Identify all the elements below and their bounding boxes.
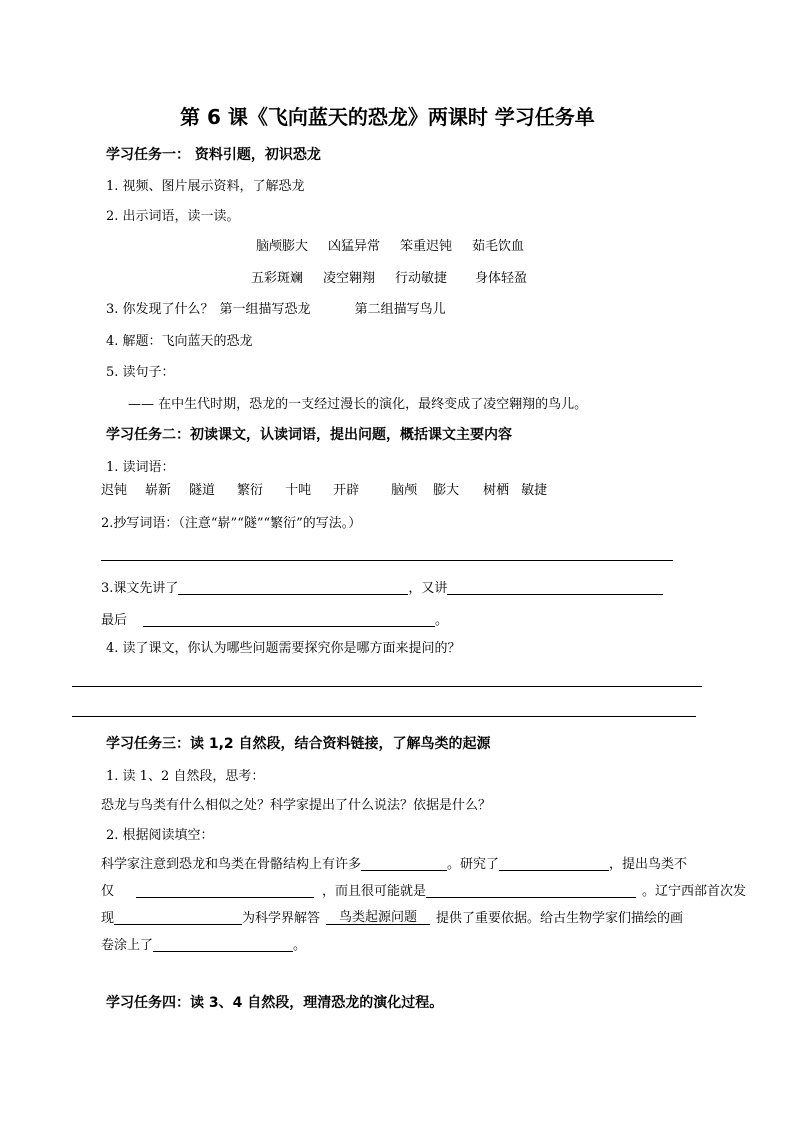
task3-fill-line4 (101, 937, 306, 952)
word-item: 脑颅 (391, 483, 418, 498)
task2-item3-line2 (101, 612, 448, 627)
item3-text-a: 3.课文先讲了 (101, 581, 179, 596)
fill-text: 提供了重要依据。给古生物学家们描绘的画 (436, 911, 684, 926)
fill-blank[interactable] (361, 856, 447, 871)
item3-end: 。 (435, 613, 449, 628)
page-title: 第 6 课《飞向蓝天的恐龙》两课时 学习任务单 (180, 105, 595, 129)
word-item: 凶猛异常 (328, 239, 381, 254)
task1-item4: 4. 解题：飞向蓝天的恐龙 (106, 334, 253, 349)
task1-item2: 2. 出示词语，读一读。 (106, 209, 240, 224)
task3-item2: 2. 根据阅读填空： (106, 828, 214, 843)
task1-heading: 学习任务一： 资料引题，初识恐龙 (106, 147, 321, 163)
fill-blank[interactable] (114, 910, 242, 925)
word-item: 身体轻盈 (475, 271, 528, 286)
fill-text: 。研究了 (447, 857, 500, 872)
fill-text: 为科学界解答 (242, 911, 321, 926)
task3-fill-line3 (101, 910, 683, 925)
task3-heading: 学习任务三：读 1,2 自然段，结合资料链接，了解鸟类的起源 (106, 736, 491, 752)
task2-words (101, 484, 547, 497)
fill-blank[interactable] (178, 580, 408, 595)
task2-heading: 学习任务二：初读课文，认读词语，提出问题，概括课文主要内容 (106, 427, 512, 443)
word-item: 膨大 (433, 483, 460, 498)
task2-item1: 1. 读词语： (106, 460, 175, 475)
fill-text: 现 (101, 911, 115, 926)
task1-item5: 5. 读句子： (106, 365, 175, 380)
word-item: 隧道 (189, 483, 216, 498)
word-item: 敏捷 (521, 483, 548, 498)
fill-text: 。 (293, 938, 307, 953)
word-item: 行动敏捷 (395, 271, 448, 286)
task1-item1: 1. 视频、图片展示资料，了解恐龙 (106, 179, 305, 194)
word-item: 五彩斑斓 (251, 271, 304, 286)
item3-text-c: 最后 (101, 613, 128, 628)
task1-words-row1 (256, 240, 524, 253)
task1-item3 (106, 303, 446, 316)
task1-sentence: —— 在中生代时期，恐龙的一支经过漫长的演化，最终变成了凌空翱翔的鸟儿。 (128, 397, 588, 412)
word-item: 开辟 (333, 483, 360, 498)
task3-fill-line2 (101, 883, 746, 898)
item3-text-b: ，又讲 (408, 581, 448, 596)
answer-line[interactable] (72, 716, 696, 717)
item3-group2: 第二组描写鸟儿 (354, 302, 446, 317)
fill-blank[interactable] (153, 937, 293, 952)
fill-blank[interactable] (447, 580, 663, 595)
task4-heading: 学习任务四：读 3、4 自然段，理清恐龙的演化过程。 (106, 995, 444, 1011)
fill-text: 卷涂上了 (101, 938, 154, 953)
word-item: 十吨 (285, 483, 312, 498)
fill-blank[interactable] (136, 883, 314, 898)
answer-line[interactable] (101, 560, 673, 561)
word-item: 笨重迟钝 (400, 239, 453, 254)
fill-text: 。辽宁西部首次发 (642, 884, 747, 899)
task2-item2: 2.抄写词语：（注意“崭”“隧”“繁衍”的写法。） (101, 516, 362, 531)
word-item: 繁衍 (237, 483, 264, 498)
task2-item4: 4. 读了课文，你认为哪些问题需要探究你是哪方面来提问的？ (106, 641, 461, 656)
fill-text: 仅 (101, 884, 115, 899)
word-item: 茹毛饮血 (472, 239, 525, 254)
fill-blank[interactable] (143, 612, 435, 627)
fill-text: 科学家注意到恐龙和鸟类在骨骼结构上有许多 (101, 857, 362, 872)
word-item: 树栖 (483, 483, 510, 498)
word-item: 迟钝 (101, 483, 128, 498)
fill-blank[interactable] (499, 856, 609, 871)
task1-words-row2 (251, 272, 527, 285)
task3-question: 恐龙与鸟类有什么相似之处？科学家提出了什么说法？依据是什么？ (101, 798, 492, 813)
fill-text: ，而且很可能就是 (322, 884, 427, 899)
word-item: 崭新 (145, 483, 172, 498)
task2-item3-line1 (101, 580, 663, 595)
answer-line[interactable] (72, 686, 702, 687)
task3-item1: 1. 读 1、2 自然段，思考： (106, 769, 265, 784)
item3-group1: 第一组描写恐龙 (219, 302, 311, 317)
fill-text: ，提出鸟类不 (609, 857, 688, 872)
task3-fill-line1 (101, 856, 687, 871)
item3-label: 3. 你发现了什么？ (106, 302, 214, 317)
word-item: 凌空翱翔 (323, 271, 376, 286)
fill-blank[interactable] (426, 883, 636, 898)
word-item: 脑颅膨大 (256, 239, 309, 254)
filled-answer[interactable]: 鸟类起源问题 (326, 911, 430, 925)
